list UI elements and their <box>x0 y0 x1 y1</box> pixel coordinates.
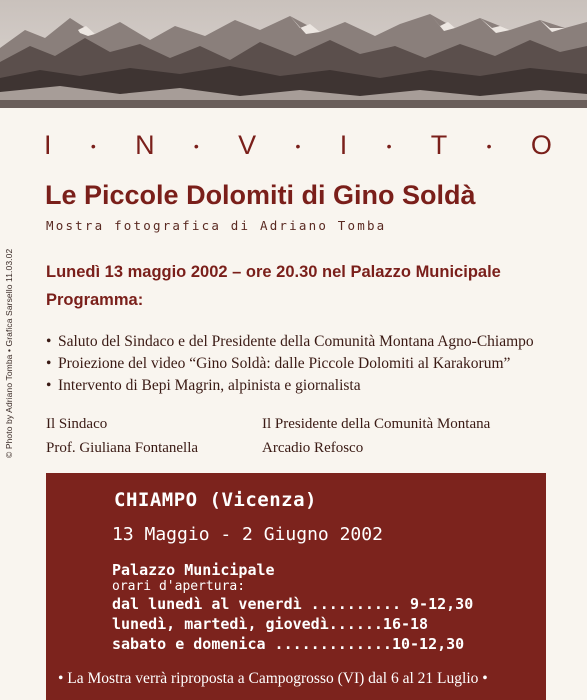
exhibition-title: Le Piccole Dolomiti di Gino Soldà <box>45 180 476 210</box>
invito-dot: • <box>295 138 301 154</box>
programma-item-text: Proiezione del video “Gino Soldà: dalle Piccole Dolomiti al Karakorum” <box>58 355 511 372</box>
invito-letter: I <box>339 130 348 160</box>
signatory-left-name: Prof. Giuliana Fontanella <box>46 440 199 456</box>
exhibition-subtitle: Mostra fotografica di Adriano Tomba <box>46 218 387 233</box>
invito-dot: • <box>386 138 392 154</box>
exhibition-dates: 13 Maggio - 2 Giugno 2002 <box>112 524 383 545</box>
exhibition-repeat-note: • La Mostra verrà riproposta a Campogrosso (VI) dal 6 al 21 Luglio • <box>58 670 488 687</box>
invito-letter: N <box>135 130 155 160</box>
invito-dot: • <box>90 138 96 154</box>
signatory-right-role: Il Presidente della Comunità Montana <box>262 416 491 432</box>
invito-letter: V <box>238 130 257 160</box>
invito-dot: • <box>193 138 199 154</box>
invito-letter: I <box>44 130 52 160</box>
list-item <box>46 377 534 399</box>
invito-letter: T <box>430 130 448 160</box>
programma-list <box>46 333 534 399</box>
list-item <box>46 355 534 377</box>
programma-item-text: Saluto del Sindaco e del Presidente della Comunità Montana Agno-Chiampo <box>58 333 534 350</box>
invito-dot: • <box>486 138 492 154</box>
exhibition-venue: Palazzo Municipale <box>112 561 275 579</box>
opening-hours-list <box>112 595 473 655</box>
invito-letter: O <box>530 130 552 160</box>
event-dateline: Lunedì 13 maggio 2002 – ore 20.30 nel Palazzo Municipale <box>46 263 501 281</box>
opening-hours-label: orari d'apertura: <box>112 579 246 594</box>
exhibition-info-panel <box>46 473 546 700</box>
invito-heading <box>44 130 552 162</box>
list-item: dal lunedì al venerdì .......... 9-12,30 <box>112 595 474 613</box>
photo-credit-vertical: © Photo by Adriano Tomba • Grafica Sarsello 11.03.02 <box>4 248 14 458</box>
signatory-right-name: Arcadio Refosco <box>262 440 364 456</box>
bullet: • <box>46 333 52 350</box>
list-item: lunedì, martedì, giovedì......16-18 <box>112 615 429 633</box>
bullet: • <box>46 377 52 394</box>
mountain-panorama-photo <box>0 0 587 108</box>
programma-item-text: Intervento di Bepi Magrin, alpinista e giornalista <box>58 377 361 394</box>
mountain-panorama-image <box>0 0 587 108</box>
list-item <box>46 333 534 355</box>
list-item: sabato e domenica .............10-12,30 <box>112 635 465 653</box>
bullet: • <box>46 355 52 372</box>
programma-label: Programma: <box>46 291 144 309</box>
signatory-left-role: Il Sindaco <box>46 416 108 432</box>
exhibition-city: CHIAMPO (Vicenza) <box>114 489 317 511</box>
